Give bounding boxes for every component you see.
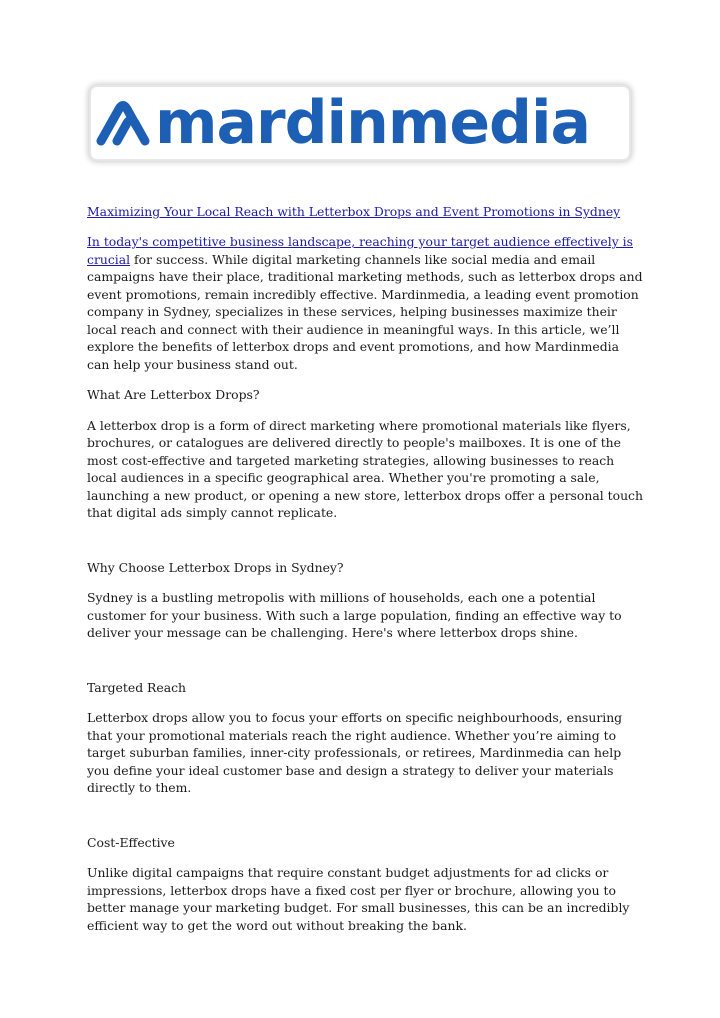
section-heading-letterbox-drops: What Are Letterbox Drops? [87, 387, 260, 402]
section-heading-why-sydney: Why Choose Letterbox Drops in Sydney? [87, 559, 344, 575]
logo-wordmark: mardinmedia [155, 88, 591, 158]
section-body-targeted-reach: Letterbox drops allow you to focus your efforts on specific neighbourhoods, ensuring that your promotional materials reach the right audience. Whether you’re aiming to target suburban families, inner-city professionals, or retirees, Mardinmedia can help you define your ideal customer base and design a strategy to deliver your materials directly to them. [87, 710, 623, 795]
article-title-link[interactable]: Maximizing Your Local Reach with Letterbox Drops and Event Promotions in Sydney [87, 204, 621, 219]
intro-link[interactable]: In today's competitive business landscape, reaching your target audience effectively is crucial [87, 234, 633, 267]
mardinmedia-logo [91, 87, 629, 159]
section-body-why-sydney: Sydney is a bustling metropolis with millions of households, each one a potential customer for your business. With such a large population, finding an effective way to deliver your message can be challenging. Here's where letterbox drops shine. [87, 590, 622, 640]
intro-paragraph [87, 233, 643, 373]
logo-mark-icon [91, 87, 155, 159]
section-heading-targeted-reach: Targeted Reach [87, 679, 187, 695]
section-body-letterbox-drops: A letterbox drop is a form of direct marketing where promotional materials like flyers, brochures, or catalogues are delivered directly to people's mailboxes. It is one of the most cost-effective and targeted marketing strategies, allowing businesses to reach local audiences in a specific geographical area. Whether you're promoting a sale, launching a new product, or opening a new store, letterbox drops offer a personal touch that digital ads simply cannot replicate. [87, 417, 643, 520]
section-body-cost-effective: Unlike digital campaigns that require constant budget adjustments for ad clicks or impressions, letterbox drops have a fixed cost per flyer or brochure, allowing you to better manage your marketing budget. For small businesses, this can be an incredibly efficient way to get the word out without breaking the bank. [87, 865, 630, 933]
section-heading-cost-effective: Cost-Effective [87, 834, 175, 850]
intro-text: for success. While digital marketing channels like social media and email campaigns have their place, traditional marketing methods, such as letterbox drops and event promotions, remain incredibly effective. Mardinmedia, a leading event promotion company in Sydney, specializes in these services, helping businesses maximize their local reach and connect with their audience in meaningful ways. In this article, we’ll explore the benefits of letterbox drops and event promotions, and how Mardinmedia can help your business stand out. [87, 251, 643, 372]
article-body [87, 203, 643, 934]
